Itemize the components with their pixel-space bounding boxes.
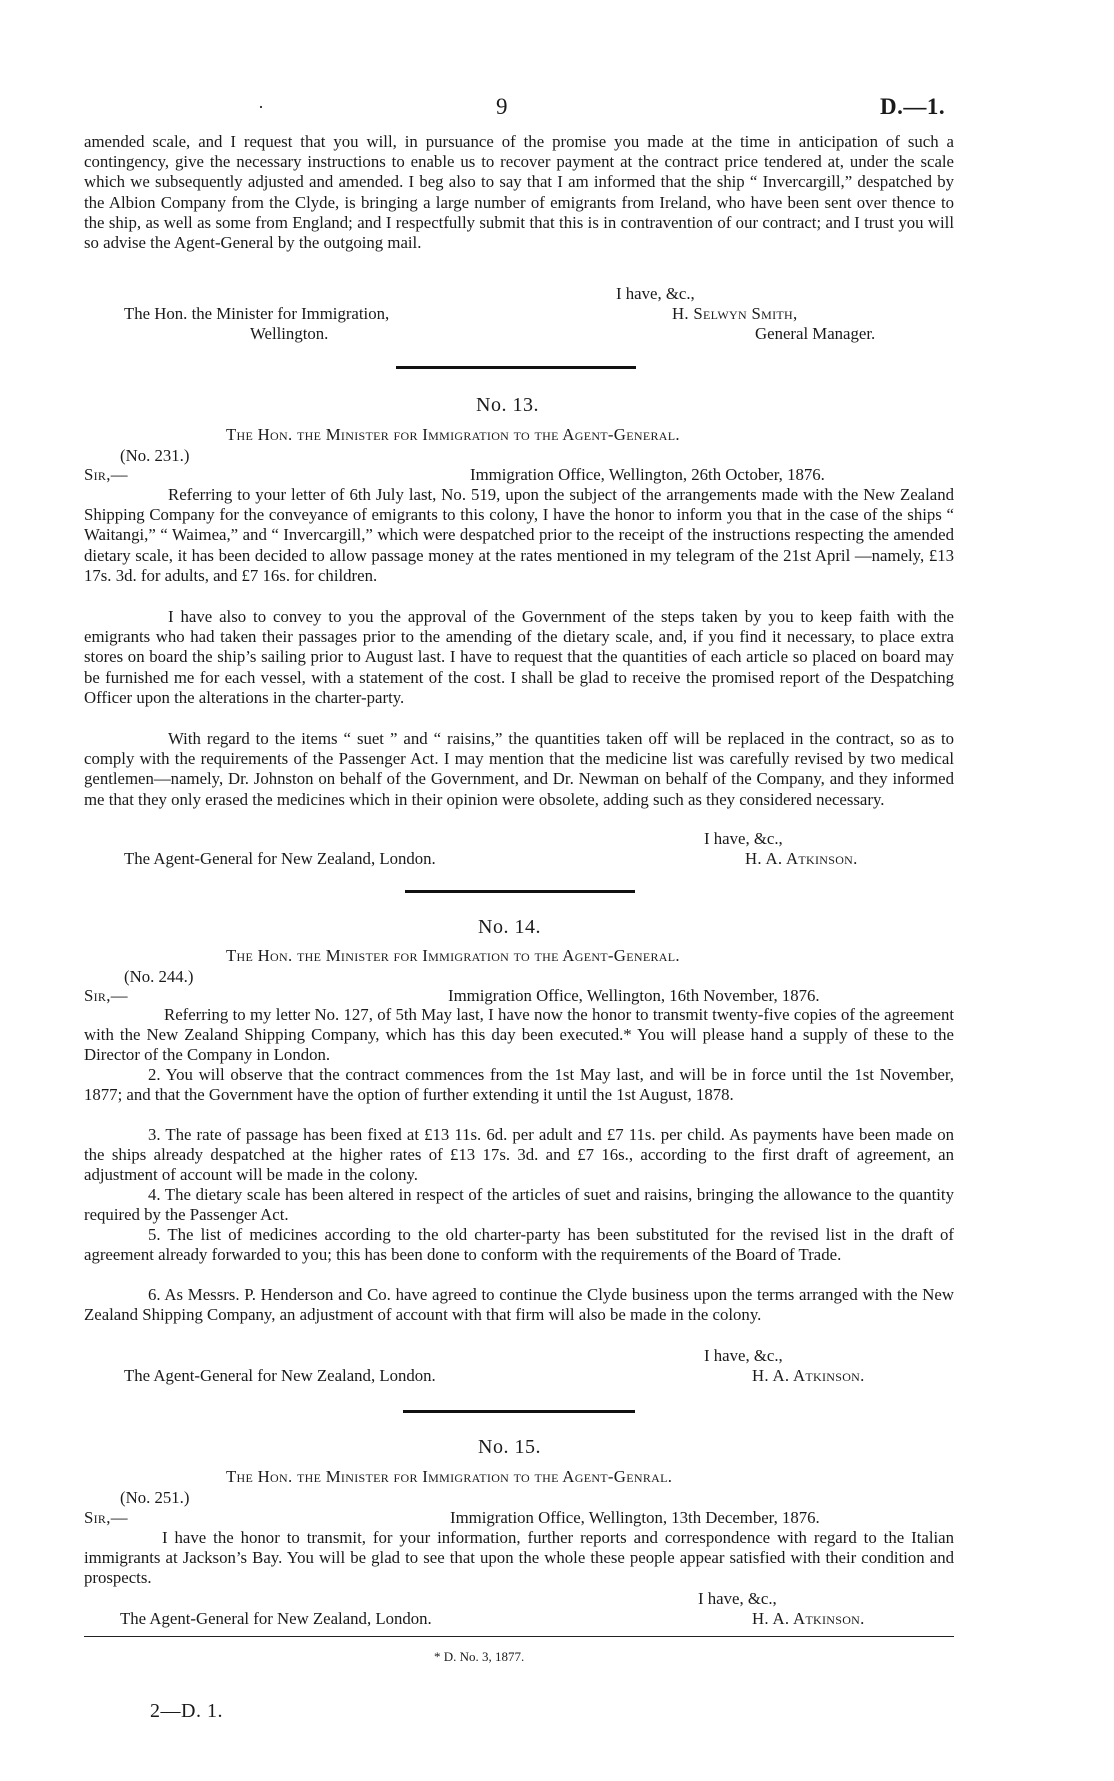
document-reference: D.—1.	[880, 94, 946, 119]
letter-14-paragraph-4: 4. The dietary scale has been altered in respect of the articles of suet and raisins, bringing the allowance to the quantity required by the Passenger Act.	[84, 1185, 954, 1225]
letter-14-closing: I have, &c.,	[704, 1346, 783, 1365]
letter-14-paragraph-3: 3. The rate of passage has been fixed at £13 11s. 6d. per adult and £7 11s. per child. As payments have been made on the ships already despatched at the higher rates of £13 17s. 3d. and £7 16s., according to the first draft of agreement, an adjustment of account will be made in the colony.	[84, 1125, 954, 1185]
letter-15-addressee: The Agent-General for New Zealand, London.	[120, 1609, 432, 1628]
letter-15-heading: The Hon. the Minister for Immigration to the Agent-Genral.	[226, 1467, 673, 1486]
letter-15-closing: I have, &c.,	[698, 1589, 777, 1608]
letter-15-ref: (No. 251.)	[120, 1488, 190, 1507]
letter-14-paragraph-1: Referring to my letter No. 127, of 5th May last, I have now the honor to transmit twenty-five copies of the agreement with the New Zealand Shipping Company, which has this day been executed.* You will please hand a supply of these to the Director of the Company in London.	[84, 1005, 954, 1065]
letter-13-heading: The Hon. the Minister for Immigration to the Agent-General.	[226, 425, 680, 444]
letter-14-paragraph-6: 6. As Messrs. P. Henderson and Co. have agreed to continue the Clyde business upon the terms arranged with the New Zealand Shipping Company, an adjustment of account with that firm will also be made in the colony.	[84, 1285, 954, 1325]
letter-13-closing: I have, &c.,	[704, 829, 783, 848]
letter-15-number: No. 15.	[478, 1436, 541, 1458]
letter-14-signer: H. A. Atkinson.	[752, 1366, 865, 1385]
footnote-rule	[84, 1636, 954, 1637]
letter-14-ref: (No. 244.)	[124, 967, 194, 986]
letter-15-paragraph-1: I have the honor to transmit, for your information, further reports and correspondence with regard to the Italian immigrants at Jackson’s Bay. You will be glad to see that upon the whole these people appear satisfied with their condition and prospects.	[84, 1528, 954, 1588]
letter-15-salutation: Sir,—	[84, 1508, 128, 1527]
letter-14-paragraph-2: 2. You will observe that the contract commences from the 1st May last, and will be in force until the 1st November, 1877; and that the Government have the option of further extending it until the 1st August, 1878.	[84, 1065, 954, 1105]
letter-13-paragraph-3: With regard to the items “ suet ” and “ raisins,” the quantities taken off will be replaced in the contract, so as to comply with the requirements of the Passenger Act. I may mention that the medicine list was carefully revised by two medical gentlemen—namely, Dr. Johnston on behalf of the Government, and Dr. Newman on behalf of the Company, and they informed me that they only erased the medicines which in their opinion were obsolete, adding such as they considered necessary.	[84, 729, 954, 809]
letter-14-number: No. 14.	[478, 916, 541, 938]
letter-13-paragraph-2: I have also to convey to you the approval of the Government of the steps taken by you to keep faith with the emigrants who had taken their passages prior to the amending of the dietary scale, and, if you find it necessary, to place extra stores on board the ship’s sailing prior to August last. I have to request that the quantities of each article so placed on board may be furnished me for each vessel, with a statement of the cost. I shall be glad to receive the promised report of the Despatching Officer upon the alterations in the charter-party.	[84, 607, 954, 707]
section-divider	[396, 366, 636, 369]
intro-closing: I have, &c.,	[616, 284, 695, 303]
letter-14-paragraph-5: 5. The list of medicines according to the old charter-party has been substituted for the revised list in the draft of agreement already forwarded to you; this has been done to conform with the requirements of the Board of Trade.	[84, 1225, 954, 1265]
intro-paragraph: amended scale, and I request that you will, in pursuance of the promise you made at the time in anticipation of such a contingency, give the necessary instructions to enable us to recover payment at the contract price tendered at, under the scale which we subsequently adjusted and amended. I beg also to say that I am informed that the ship “ Invercargill,” despatched by the Albion Company from the Clyde, is bringing a large number of emigrants from Ireland, who have been sent over thence to the ship, as well as some from England; and I respectfully submit that this is in contravention of our contract; and I trust you will so advise the Agent-General by the outgoing mail.	[84, 132, 954, 253]
letter-14-addressee: The Agent-General for New Zealand, London.	[124, 1366, 436, 1385]
letter-14-salutation: Sir,—	[84, 986, 128, 1005]
letter-13-addressee: The Agent-General for New Zealand, London.	[124, 849, 436, 868]
footnote: * D. No. 3, 1877.	[434, 1649, 525, 1664]
letter-15-place-date: Immigration Office, Wellington, 13th December, 1876.	[450, 1508, 820, 1527]
intro-addressee-line-2: Wellington.	[250, 324, 329, 343]
section-divider	[405, 890, 635, 893]
letter-13-number: No. 13.	[476, 394, 539, 416]
intro-signer-name: H. Selwyn Smith,	[672, 304, 798, 323]
letter-13-ref: (No. 231.)	[120, 446, 190, 465]
page-number: 9	[496, 94, 508, 119]
section-divider	[403, 1410, 635, 1413]
signature-mark: 2—D. 1.	[150, 1700, 223, 1722]
letter-13-place-date: Immigration Office, Wellington, 26th October, 1876.	[470, 465, 825, 484]
intro-signer-title: General Manager.	[755, 324, 876, 343]
letter-15-signer: H. A. Atkinson.	[752, 1609, 865, 1628]
letter-13-salutation: Sir,—	[84, 465, 128, 484]
letter-13-signer: H. A. Atkinson.	[745, 849, 858, 868]
header-dot: ·	[258, 97, 264, 117]
letter-14-place-date: Immigration Office, Wellington, 16th November, 1876.	[448, 986, 820, 1005]
letter-13-paragraph-1: Referring to your letter of 6th July last, No. 519, upon the subject of the arrangements made with the New Zealand Shipping Company for the conveyance of emigrants to this colony, I have the honor to inform you that in the case of the ships “ Waitangi,” “ Waimea,” and “ Invercargill,” which were despatched prior to the receipt of the instructions respecting the amended dietary scale, it has been decided to allow passage money at the rates mentioned in my telegram of the 21st April —namely, £13 17s. 3d. for adults, and £7 16s. for children.	[84, 485, 954, 585]
intro-addressee-line-1: The Hon. the Minister for Immigration,	[124, 304, 390, 323]
letter-14-heading: The Hon. the Minister for Immigration to the Agent-General.	[226, 946, 680, 965]
